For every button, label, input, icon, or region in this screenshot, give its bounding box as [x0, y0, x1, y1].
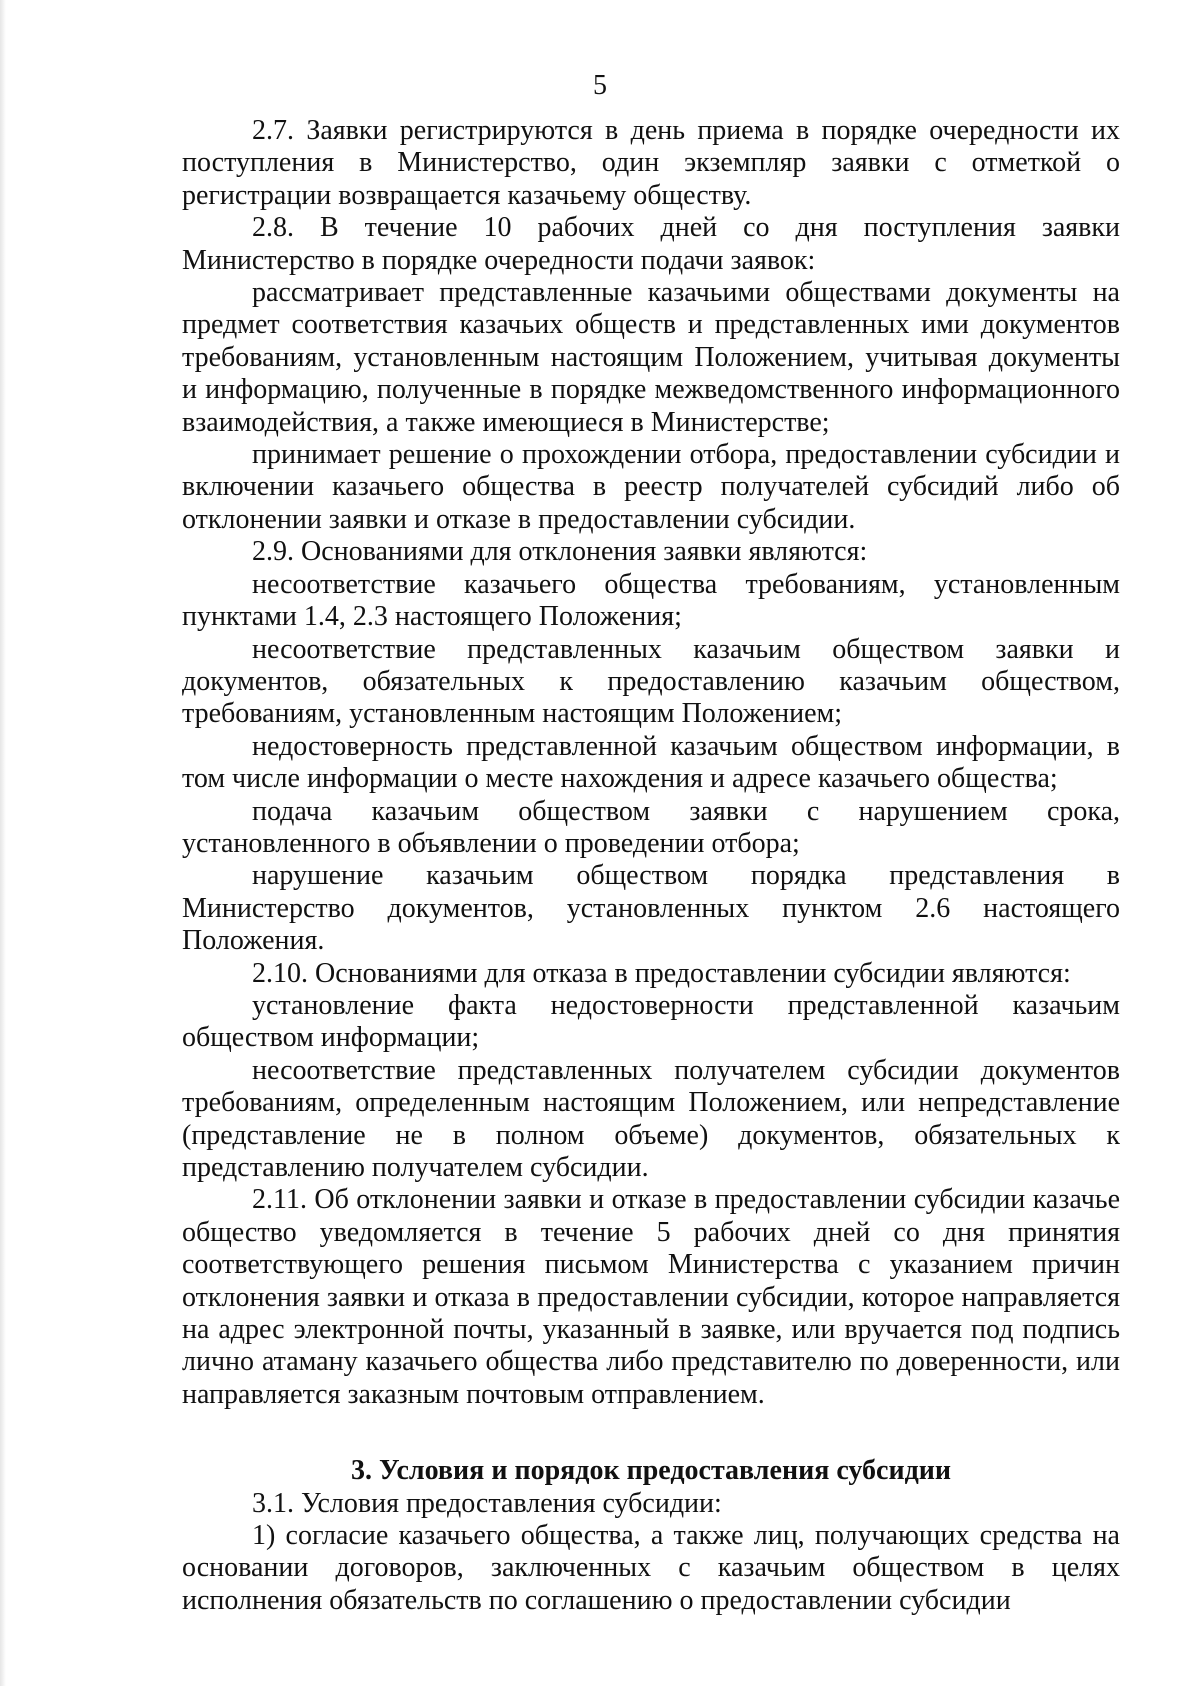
document-body: [182, 115, 1120, 1617]
paragraph-2-8-item-decision: принимает решение о прохождении отбора, предоставлении субсидии и включении казачьего общества в реестр получателей субсидий либо об отклонении заявки и отказе в предоставлении субсидии.: [182, 439, 1120, 535]
paragraph-2-9: 2.9. Основаниями для отклонения заявки являются:: [252, 536, 868, 568]
paragraph-2-9-item-late-submission: подача казачьим обществом заявки с нарушением срока, установленного в объявлении о проведении отбора;: [182, 795, 1120, 859]
paragraph-3-1-item-1: 1) согласие казачьего общества, а также лиц, получающих средства на основании договоров, заключенных с казачьим обществом в целях исполнения обязательств по соглашению о предоставлении субсидии: [182, 1520, 1120, 1616]
paragraph-2-7: 2.7. Заявки регистрируются в день приема в порядке очередности их поступления в Министерство, один экземпляр заявки с отметкой о регистрации возвращается казачьему обществу.: [182, 115, 1120, 211]
paragraph-2-10-item-documents: несоответствие представленных получателем субсидии документов требованиям, определенным настоящим Положением, или непредставление (представление не в полном объеме) документов, обязательных к представлению получателем субсидии.: [182, 1054, 1120, 1183]
paragraph-2-9-item-requirements: несоответствие казачьего общества требованиям, установленным пунктами 1.4, 2.3 настоящего Положения;: [182, 568, 1120, 633]
paragraph-2-8: 2.8. В течение 10 рабочих дней со дня поступления заявки Министерство в порядке очередности подачи заявок:: [182, 212, 1120, 276]
paragraph-2-10: 2.10. Основаниями для отказа в предоставлении субсидии являются:: [252, 957, 1071, 989]
section-3-heading: 3. Условия и порядок предоставления субсидии: [350, 1455, 952, 1487]
page-number: 5: [593, 70, 607, 101]
paragraph-2-9-item-documents: несоответствие представленных казачьим обществом заявки и документов, обязательных к предоставлению казачьим обществом, требованиям, установленным настоящим Положением;: [182, 633, 1120, 730]
paragraph-2-11: 2.11. Об отклонении заявки и отказе в предоставлении субсидии казачье общество уведомляется в течение 5 рабочих дней со дня принятия соответствующего решения письмом Министерства с указанием причин отклонения заявки и отказа в предоставлении субсидии, которое направляется на адрес электронной почты, указанный в заявке, или вручается под подпись лично атаману казачьего общества либо представителю по доверенности, или направляется заказным почтовым отправлением.: [182, 1184, 1120, 1410]
scan-edge-shadow: [0, 0, 6, 1686]
paragraph-2-9-item-procedure-violation: нарушение казачьим обществом порядка представления в Министерство документов, установленных пунктом 2.6 настоящего Положения.: [182, 860, 1120, 957]
paragraph-2-9-item-unreliable-info: недостоверность представленной казачьим обществом информации, в том числе информации о месте нахождения и адресе казачьего общества;: [182, 730, 1120, 795]
paragraph-2-10-item-unreliable-info: установление факта недостоверности представленной казачьим обществом информации;: [182, 989, 1120, 1054]
paragraph-2-8-item-review: рассматривает представленные казачьими обществами документы на предмет соответствия казачьих обществ и представленных ими документов требованиям, установленным настоящим Положением, учитывая документы и информацию, полученные в порядке межведомственного информационного взаимодействия, а также имеющиеся в Министерстве;: [182, 277, 1120, 438]
paragraph-3-1: 3.1. Условия предоставления субсидии:: [252, 1487, 722, 1519]
